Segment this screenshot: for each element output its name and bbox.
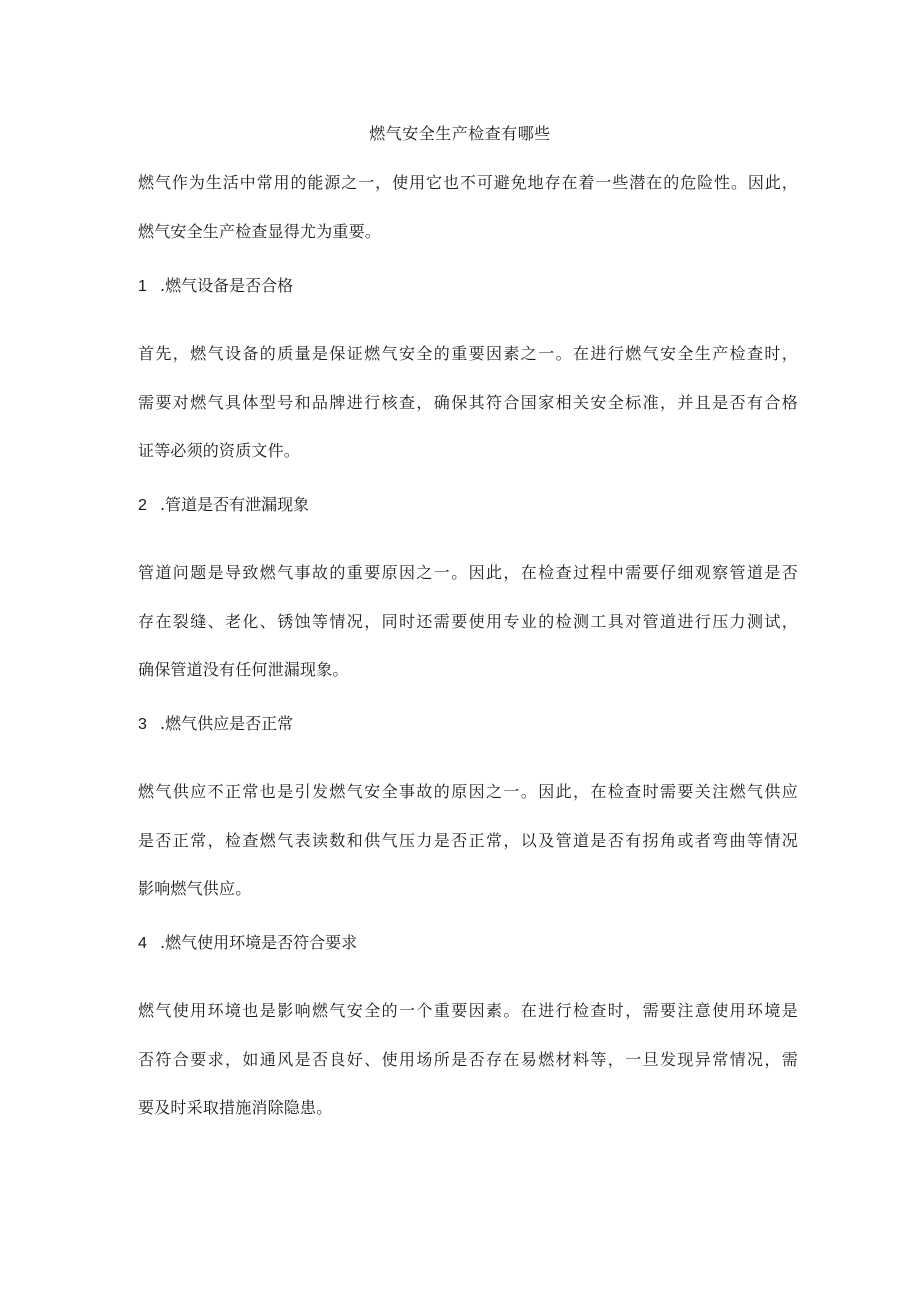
paragraph-line: 首先，燃气设备的质量是保证燃气安全的重要因素之一。在进行燃气安全生产检查时， bbox=[138, 344, 798, 363]
paragraph-line: 确保管道没有任何泄漏现象。 bbox=[138, 660, 349, 679]
paragraph-line: 证等必须的资质文件。 bbox=[138, 441, 301, 460]
section-number: 2 bbox=[138, 497, 147, 514]
paragraph-line: 影响燃气供应。 bbox=[138, 879, 252, 898]
paragraph-line: 管道问题是导致燃气事故的重要原因之一。因此，在检查过程中需要仔细观察管道是否 bbox=[138, 563, 798, 582]
section-title: .燃气使用环境是否符合要求 bbox=[160, 933, 358, 952]
intro-line: 燃气作为生活中常用的能源之一，使用它也不可避免地存在着一些潜在的危险性。因此， bbox=[138, 173, 798, 192]
section-heading bbox=[138, 932, 357, 955]
section-heading bbox=[138, 713, 293, 736]
paragraph-line: 燃气供应不正常也是引发燃气安全事故的原因之一。因此，在检查时需要关注燃气供应 bbox=[138, 782, 798, 801]
paragraph-line: 要及时采取措施消除隐患。 bbox=[138, 1098, 333, 1117]
paragraph-line: 否符合要求，如通风是否良好、使用场所是否存在易燃材料等，一旦发现异常情况，需 bbox=[138, 1050, 798, 1069]
section-title: .管道是否有泄漏现象 bbox=[160, 495, 310, 514]
paragraph-line: 需要对燃气具体型号和品牌进行核查，确保其符合国家相关安全标准，并且是否有合格 bbox=[138, 393, 798, 412]
document-title: 燃气安全生产检查有哪些 bbox=[369, 124, 551, 143]
paragraph-line: 存在裂缝、老化、锈蚀等情况，同时还需要使用专业的检测工具对管道进行压力测试， bbox=[138, 612, 798, 631]
paragraph-line: 燃气使用环境也是影响燃气安全的一个重要因素。在进行检查时，需要注意使用环境是 bbox=[138, 1001, 798, 1020]
section-heading bbox=[138, 494, 309, 517]
section-title: .燃气供应是否正常 bbox=[160, 714, 294, 733]
intro-line: 燃气安全生产检查显得尤为重要。 bbox=[138, 222, 382, 241]
paragraph-line: 是否正常，检查燃气表读数和供气压力是否正常，以及管道是否有拐角或者弯曲等情况 bbox=[138, 831, 798, 850]
section-heading bbox=[138, 275, 293, 298]
section-number: 4 bbox=[138, 935, 147, 952]
section-number: 3 bbox=[138, 716, 147, 733]
section-number: 1 bbox=[138, 278, 147, 295]
section-title: .燃气设备是否合格 bbox=[160, 276, 294, 295]
